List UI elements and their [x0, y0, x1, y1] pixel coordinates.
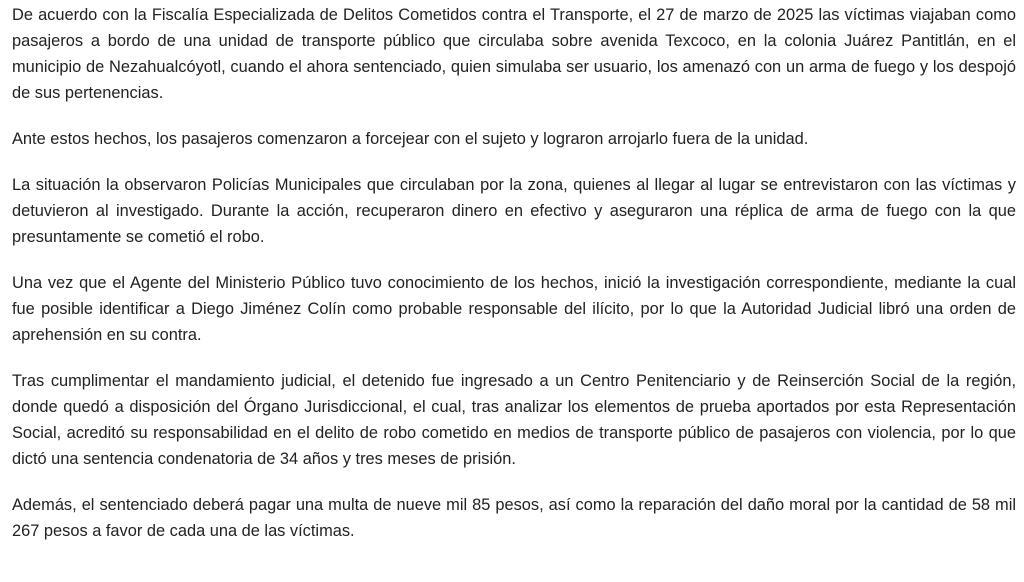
paragraph-sentence: Tras cumplimentar el mandamiento judicial, el detenido fue ingresado a un Centro Penitenciario y de Reinserción Social de la región, donde quedó a disposición del Órgano Jurisdiccional, el cual, tras analizar los elementos de prueba aportados por esta Representación Social, acreditó su responsabilidad en el delito de robo cometido en medios de transporte público de pasajeros con violencia, por lo que dictó una sentencia condenatoria de 34 años y tres meses de prisión. — [12, 372, 1016, 468]
article-body — [12, 2, 1016, 544]
paragraph-incident: De acuerdo con la Fiscalía Especializada de Delitos Cometidos contra el Transporte, el 27 de marzo de 2025 las víctimas viajaban como pasajeros a bordo de una unidad de transporte público que circulaba sobre avenida Texcoco, en la colonia Juárez Pantitlán, en el municipio de Nezahualcóyotl, cuando el ahora sentenciado, quien simulaba ser usuario, los amenazó con un arma de fuego y los despojó de sus pertenencias. — [12, 6, 1016, 102]
paragraph-arrest: La situación la observaron Policías Municipales que circulaban por la zona, quienes al llegar al lugar se entrevistaron con las víctimas y detuvieron al investigado. Durante la acción, recuperaron dinero en efectivo y aseguraron una réplica de arma de fuego con la que presuntamente se cometió el robo. — [12, 176, 1016, 246]
paragraph-struggle: Ante estos hechos, los pasajeros comenzaron a forcejear con el sujeto y lograron arrojarlo fuera de la unidad. — [12, 130, 809, 148]
paragraph-investigation: Una vez que el Agente del Ministerio Público tuvo conocimiento de los hechos, inició la investigación correspondiente, mediante la cual fue posible identificar a Diego Jiménez Colín como probable responsable del ilícito, por lo que la Autoridad Judicial libró una orden de aprehensión en su contra. — [12, 274, 1016, 344]
paragraph-fine: Además, el sentenciado deberá pagar una multa de nueve mil 85 pesos, así como la reparación del daño moral por la cantidad de 58 mil 267 pesos a favor de cada una de las víctimas. — [12, 496, 1016, 540]
